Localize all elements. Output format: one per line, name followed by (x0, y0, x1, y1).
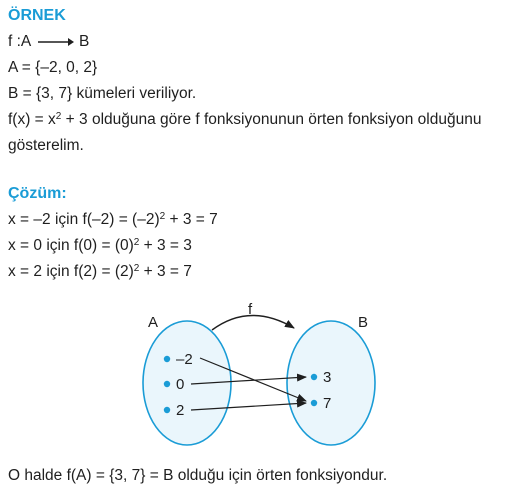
function-definition: $f(x) = x^2 + 3$ olduğuna göre f fonksiyonunun örten fonksiyon olduğunu (8, 111, 482, 128)
solution-heading: Çözüm: (8, 185, 67, 202)
conclusion: O halde f(A) = {3, 7} = B olduğu için örten fonksiyondur. (8, 467, 388, 484)
solution-step: x = 2 için $f(2) = (2)^2 + 3 = 7$ (8, 263, 192, 280)
function-definition-cont: gösterelim. (8, 137, 84, 154)
set-b-label: B (358, 314, 369, 331)
mapping-from: f :A (8, 33, 31, 50)
set-a-ellipse (143, 321, 231, 445)
function-curved-arrow (212, 315, 294, 330)
function-label: f (248, 301, 253, 318)
codomain-point (311, 374, 317, 380)
domain-value: 2 (176, 402, 185, 419)
solution-step: x = 0 için $f(0) = (0)^2 + 3 = 3$ (8, 237, 192, 254)
domain-point (164, 407, 170, 413)
codomain-value: 7 (323, 395, 332, 412)
set-b-definition: B = {3, 7} kümeleri veriliyor. (8, 85, 197, 102)
solution-step: x = –2 için $f(-2) = (-2)^2 + 3 = 7$ (8, 211, 218, 228)
codomain-value: 3 (323, 369, 332, 386)
mapping-to: B (79, 33, 90, 50)
example-heading: ÖRNEK (8, 7, 66, 24)
domain-value: 0 (176, 376, 185, 393)
codomain-point (311, 400, 317, 406)
domain-value: –2 (176, 351, 193, 368)
domain-point (164, 381, 170, 387)
domain-point (164, 356, 170, 362)
set-a-label: A (148, 314, 159, 331)
set-a-definition: A = {–2, 0, 2} (8, 59, 98, 76)
